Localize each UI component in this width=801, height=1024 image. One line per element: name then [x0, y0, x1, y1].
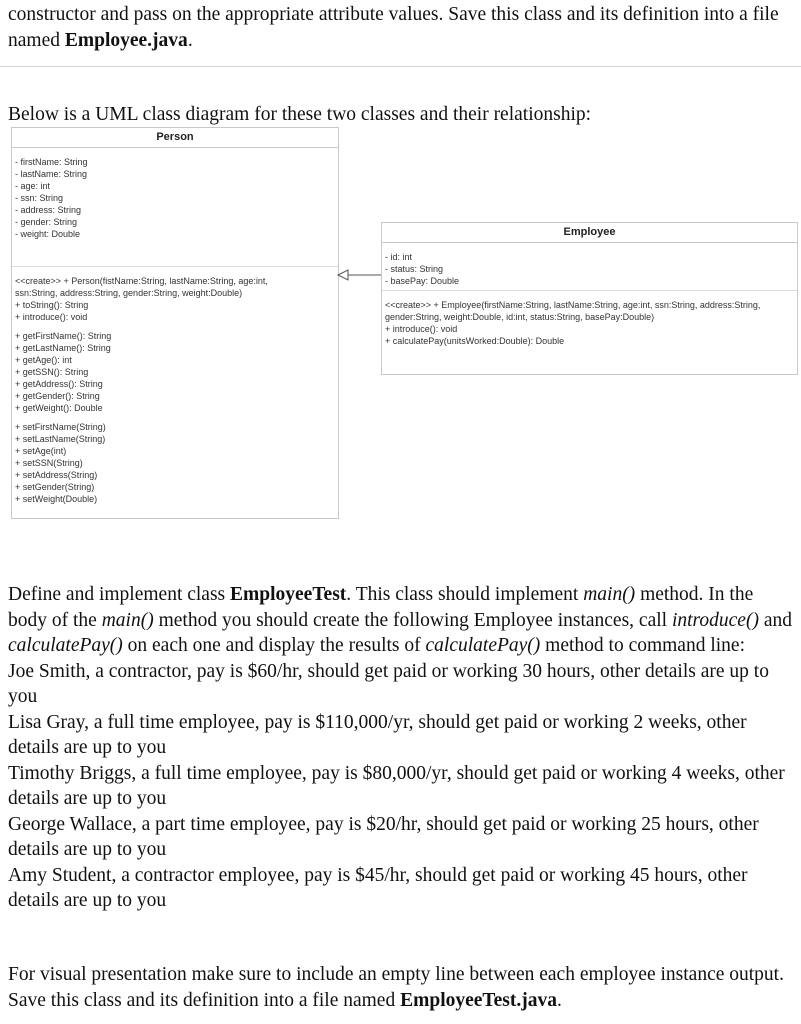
person-getter: + getAge(): int	[15, 355, 72, 365]
person-getter: + getLastName(): String	[15, 343, 111, 353]
task-paragraph	[8, 582, 794, 914]
person-class-name: Person	[12, 128, 338, 148]
employee-operation: + introduce(): void	[385, 324, 458, 334]
person-setter: + setWeight(Double)	[15, 494, 98, 504]
person-setter: + setAddress(String)	[15, 470, 98, 480]
task-method-name: main()	[101, 609, 154, 631]
closing-paragraph	[8, 962, 794, 1013]
employee-class-name: Employee	[382, 223, 797, 243]
person-setter: + setFirstName(String)	[15, 422, 106, 432]
person-operation: + toString(): String	[15, 300, 89, 310]
employee-constructor: <<create>> + Employee(firstName:String, lastName:String, age:int, ssn:String, address:String, gender:String, weight:Double, id:int, status:String, basePay:Double)	[385, 300, 763, 322]
person-attribute: - lastName: String	[15, 169, 88, 179]
person-getter: + getFirstName(): String	[15, 331, 112, 341]
person-setter: + setLastName(String)	[15, 434, 106, 444]
instance-item: Timothy Briggs, a full time employee, pay is $80,000/yr, should get paid or working 4 weeks, other details are up to you	[8, 762, 785, 809]
instance-item: George Wallace, a part time employee, pay is $20/hr, should get paid or working 25 hours, other details are up to you	[8, 813, 759, 860]
task-text: on each one and display the results of	[122, 635, 426, 656]
person-setter: + setSSN(String)	[15, 458, 83, 468]
task-text: method you should create the following Employee instances, call	[153, 609, 672, 631]
closing-period: .	[557, 989, 562, 1011]
person-operations	[12, 267, 338, 509]
person-attribute: - address: String	[15, 205, 82, 215]
instance-item: Amy Student, a contractor employee, pay is $45/hr, should get paid or working 45 hours, other details are up to you	[8, 864, 748, 911]
person-class-box	[11, 127, 339, 519]
person-getter: + getGender(): String	[15, 391, 100, 401]
intro-paragraph	[8, 2, 794, 53]
task-text: method. In the body of the	[8, 584, 754, 631]
intro-filename: Employee.java	[64, 29, 188, 51]
task-method-name: introduce()	[671, 609, 759, 631]
person-attribute: - ssn: String	[15, 193, 64, 203]
employee-operations	[382, 291, 797, 351]
person-getter: + getSSN(): String	[15, 367, 89, 377]
person-getter: + getWeight(): Double	[15, 403, 103, 413]
inheritance-arrow	[335, 268, 383, 282]
task-class-name: EmployeeTest	[230, 584, 347, 605]
employee-attribute: - basePay: Double	[385, 276, 460, 286]
instance-item: Joe Smith, a contractor, pay is $60/hr, should get paid or working 30 hours, other details are up to you	[8, 660, 769, 707]
employee-attribute: - id: int	[385, 252, 413, 262]
person-setter: + setAge(int)	[15, 446, 67, 456]
closing-filename: EmployeeTest.java	[400, 989, 557, 1011]
instance-item: Lisa Gray, a full time employee, pay is $110,000/yr, should get paid or working 2 weeks, other details are up to you	[8, 711, 747, 758]
intro-period: .	[187, 29, 193, 51]
uml-caption: Below is a UML class diagram for these two classes and their relationship:	[8, 104, 592, 125]
person-attribute: - weight: Double	[15, 229, 81, 239]
task-text: and	[758, 609, 792, 631]
closing-text: For visual presentation make sure to include an empty line between each employee instance output. Save this class and its definition into a file named	[8, 964, 784, 1011]
person-attribute: - gender: String	[15, 217, 78, 227]
task-text: . This class should implement	[346, 584, 584, 605]
employee-class-box	[381, 222, 798, 375]
employee-attributes	[382, 243, 797, 291]
task-text: Define and implement class	[8, 584, 231, 605]
person-constructor: <<create>> + Person(fistName:String, lastName:String, age:int, ssn:String, address:String, gender:String, weight:Double)	[15, 276, 271, 298]
person-operation: + introduce(): void	[15, 312, 88, 322]
person-setter: + setGender(String)	[15, 482, 95, 492]
section-divider	[0, 66, 801, 67]
person-attribute: - age: int	[15, 181, 51, 191]
task-method-name: main()	[583, 584, 636, 605]
task-method-name: calculatePay()	[425, 635, 541, 656]
task-text: method to command line:	[540, 635, 745, 656]
person-getter: + getAddress(): String	[15, 379, 103, 389]
intro-text: constructor and pass on the appropriate attribute values. Save this class and its definition into a file named	[8, 4, 779, 51]
employee-operation: + calculatePay(unitsWorked:Double): Double	[385, 336, 565, 346]
task-method-name: calculatePay()	[8, 635, 123, 656]
person-attributes	[12, 148, 338, 267]
employee-attribute: - status: String	[385, 264, 444, 274]
person-attribute: - firstName: String	[15, 157, 88, 167]
